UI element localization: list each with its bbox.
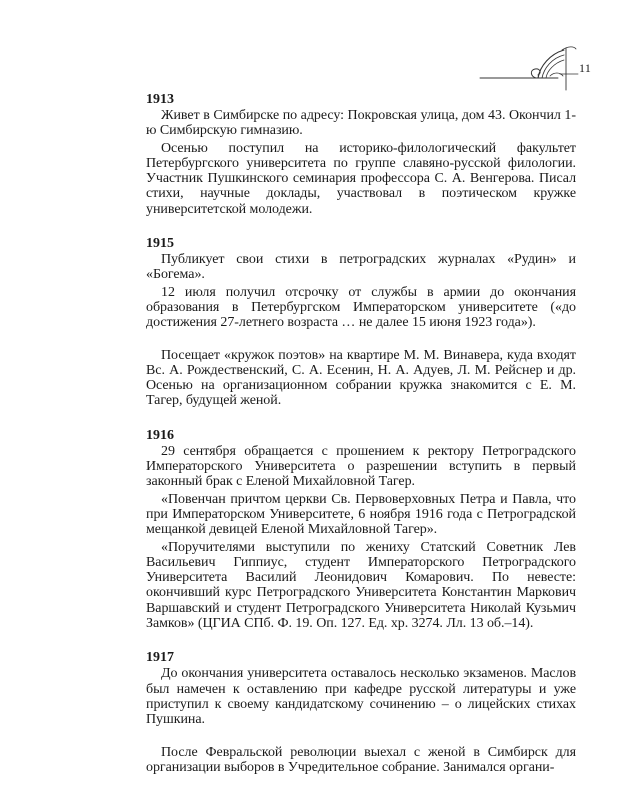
section-1915 bbox=[146, 236, 576, 409]
paragraph: Посещает «кружок поэтов» на квартире М. М. Винавера, куда входят Вс. А. Рождественский, С. А. Есенин, Н. А. Адуев, Л. М. Рейснер и др. Осенью на организационном собрании кружка знакомится с Е. М. Тагер, будущей женой. bbox=[146, 347, 576, 409]
page-number: 11 bbox=[579, 61, 592, 75]
paragraph: Осенью поступил на историко-филологический факультет Петербургского университета по группе славяно-русской филологии. Участник Пушкинского семинария профессора С. А. Венгерова. Писал стихи, научные доклады, участвовал в поэтическом кружке университетской молодежи. bbox=[146, 140, 576, 217]
paragraph: «Поручителями выступили по жениху Статский Советник Лев Васильевич Гиппиус, студент Императорского Петроградского Университета Василий Леонидович Комарович. По невесте: окончивший курс Петроградского Университета Константин Маркович Варшавский и студент Петроградского Университета Николай Кузьмич Замков» (ЦГИА СПб. Ф. 19. Оп. 127. Ед. хр. 3274. Лл. 13 об.–14). bbox=[146, 539, 576, 632]
section-year: 1917 bbox=[146, 650, 174, 666]
main-text bbox=[146, 92, 576, 794]
paragraph: 12 июля получил отсрочку от службы в армии до окончания образования в Петербургском Императорском университете («до достижения 27-летнего возраста … не далее 15 июня 1923 года»). bbox=[146, 284, 576, 331]
section-year: 1916 bbox=[146, 427, 174, 443]
paragraph: Живет в Симбирске по адресу: Покровская улица, дом 43. Окончил 1-ю Симбирскую гимназию. bbox=[146, 108, 576, 139]
section-year: 1913 bbox=[146, 92, 174, 107]
paragraph: 29 сентября обращается с прошением к ректору Петроградского Императорского Университета о разрешении вступить в первый законный брак с Еленой Михайловной Тагер. bbox=[146, 443, 576, 490]
paragraph: Публикует свои стихи в петроградских журналах «Рудин» и «Богема». bbox=[146, 252, 576, 283]
section-1916 bbox=[146, 428, 576, 632]
paragraph: После Февральской революции выехал с женой в Симбирск для организации выборов в Учредительное собрание. Занимался органи- bbox=[146, 744, 576, 775]
paragraph: До окончания университета оставалось несколько экзаменов. Маслов был намечен к оставлению при кафедре русской литературы и уже приступил к своему кандидатскому сочинению – о лицейских стихах Пушкина. bbox=[146, 666, 576, 728]
paragraph: «Повенчан причтом церкви Св. Первоверховных Петра и Павла, что при Императорском Университете, 6 ноября 1916 года с Петроградской мещанкой девицей Еленой Михайловной Тагер». bbox=[146, 491, 576, 538]
section-year: 1915 bbox=[146, 236, 174, 252]
flourish-ornament-icon bbox=[478, 42, 588, 92]
section-1917 bbox=[146, 650, 576, 775]
section-1913 bbox=[146, 92, 576, 217]
